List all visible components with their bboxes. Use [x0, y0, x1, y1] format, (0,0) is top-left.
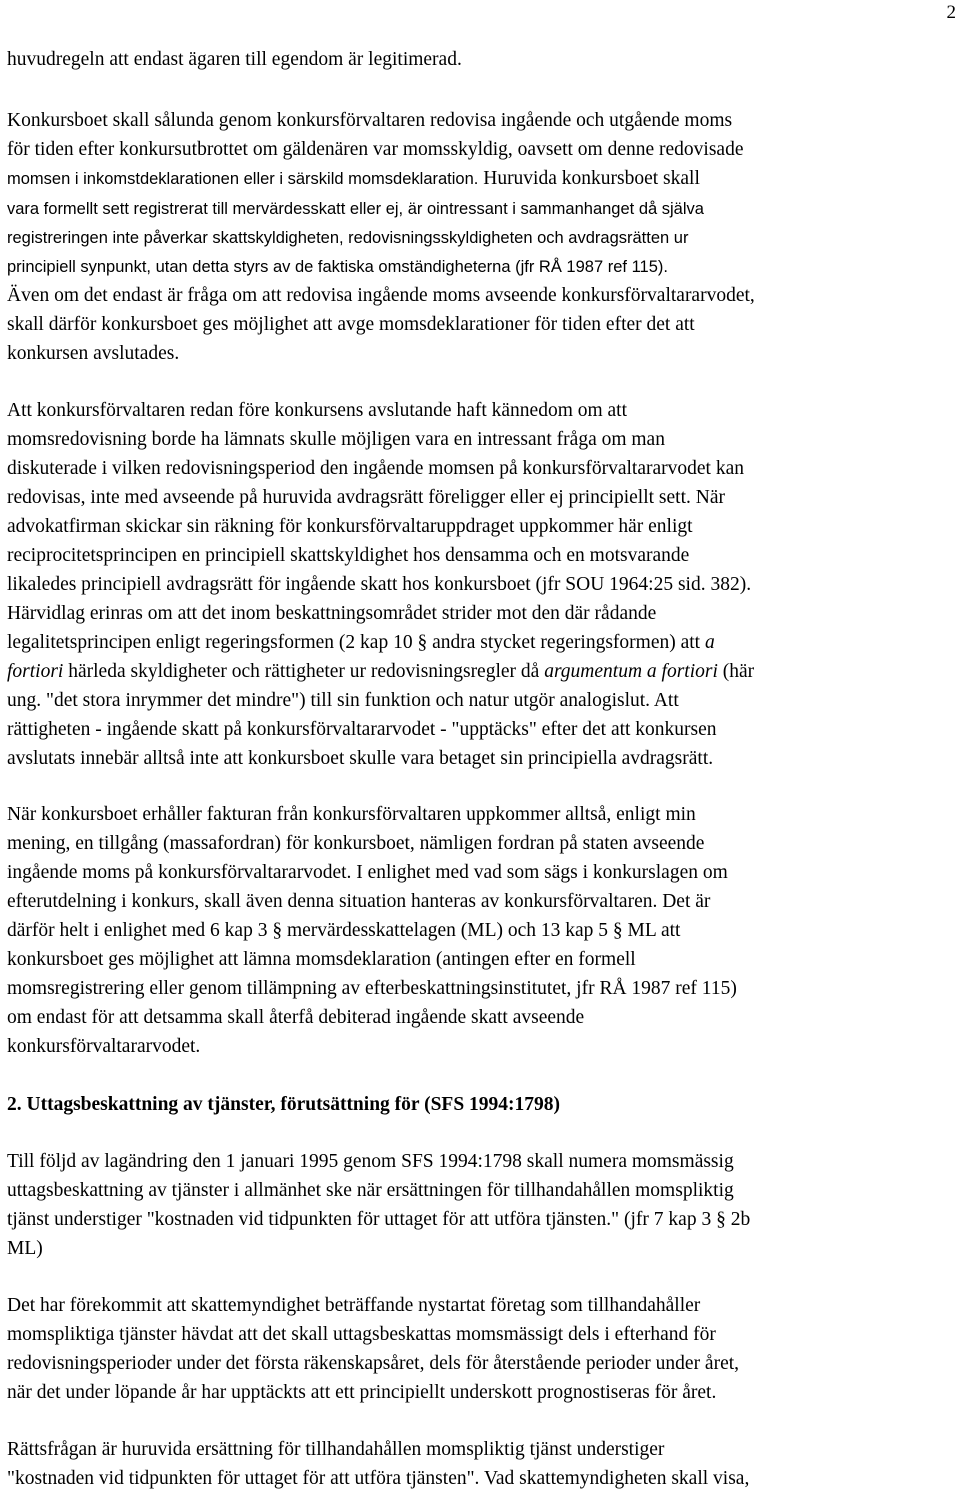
text-line [7, 661, 754, 683]
text-line: ML) [7, 1238, 43, 1259]
text-line: Att konkursförvaltaren redan före konkursens avslutande haft kännedom om att [7, 400, 628, 421]
text-line: när det under löpande år har upptäckts att ett principiellt underskott prognostiseras för året. [7, 1382, 717, 1403]
text-line: Härvidlag erinras om att det inom beskattningsområdet strider mot den där rådande [7, 603, 657, 624]
text-line: avslutats innebär alltså inte att konkursboet skulle vara betaget sin principiella avdragsrätt. [7, 748, 714, 769]
text-line: ung. "det stora inrymmer det mindre") till sin funktion och natur utgör analogislut. Att [7, 690, 679, 711]
text-line: reciprocitetsprincipen en principiell skattskyldighet hos densamma och en motsvarande [7, 545, 690, 566]
text-line: huvudregeln att endast ägaren till egendom är legitimerad. [7, 49, 462, 70]
section-heading: 2. Uttagsbeskattning av tjänster, förutsättning för (SFS 1994:1798) [7, 1094, 561, 1115]
italic-term: a [704, 632, 715, 653]
text-line: skall därför konkursboet ges möjlighet att avge momsdeklarationer för tiden efter det att [7, 314, 695, 335]
text-line: konkursboet ges möjlighet att lämna momsdeklaration (antingen efter en formell [7, 949, 636, 970]
text-line: mening, en tillgång (massafordran) för konkursboet, nämligen fordran på staten avseende [7, 833, 705, 854]
text-line: Även om det endast är fråga om att redovisa ingående moms avseende konkursförvaltararvodet, [7, 285, 755, 306]
text-line: momspliktiga tjänster hävdat att det skall uttagsbeskattas momsmässigt dels i efterhand för [7, 1324, 716, 1345]
text-line: konkursförvaltararvodet. [7, 1036, 201, 1057]
text-line: advokatfirman skickar sin räkning för konkursförvaltaruppdraget uppkommer här enligt [7, 516, 693, 537]
text-line: konkursen avslutades. [7, 343, 180, 364]
page-number: 2 [946, 2, 956, 23]
text-line: registreringen inte påverkar skattskyldigheten, redovisningsskyldigheten och avdragsrätten ur [7, 229, 689, 247]
text-line: momsredovisning borde ha lämnats skulle möjligen vara en intressant fråga om man [7, 429, 665, 450]
text-line: Till följd av lagändring den 1 januari 1995 genom SFS 1994:1798 skall numera momsmässig [7, 1151, 734, 1172]
text-line: redovisas, inte med avseende på huruvida avdragsrätt föreligger eller ej principiellt sett. När [7, 487, 725, 508]
text-line: "kostnaden vid tidpunkten för uttaget för att utföra tjänsten". Vad skattemyndigheten skall visa, [7, 1468, 750, 1489]
text-line: diskuterade i vilken redovisningsperiod den ingående momsen på konkursförvaltararvodet kan [7, 458, 745, 479]
text-line: Konkursboet skall sålunda genom konkursförvaltaren redovisa ingående och utgående moms [7, 110, 733, 131]
text-line [7, 168, 700, 190]
text-line: När konkursboet erhåller fakturan från konkursförvaltaren uppkommer alltså, enligt min [7, 804, 696, 825]
text-line: redovisningsperioder under det första räkenskapsåret, dels för återstående perioder under året, [7, 1353, 740, 1374]
text-line: för tiden efter konkursutbrottet om gäldenären var momsskyldig, oavsett om denne redovisade [7, 139, 744, 160]
text-line: uttagsbeskattning av tjänster i allmänhet ske när ersättningen för tillhandahållen momspliktig [7, 1180, 734, 1201]
text-line: om endast för att detsamma skall återfå debiterad ingående skatt avseende [7, 1007, 585, 1028]
text-line: likaledes principiell avdragsrätt för ingående skatt hos konkursboet (jfr SOU 1964:25 sid. 382). [7, 574, 752, 595]
text-fragment: momsen i inkomstdeklarationen eller i särskild momsdeklaration. [7, 170, 479, 188]
italic-term: argumentum a fortiori [544, 661, 718, 682]
text-fragment: Huruvida konkursboet skall [483, 168, 700, 189]
text-line: Rättsfrågan är huruvida ersättning för tillhandahållen momspliktig tjänst understiger [7, 1439, 665, 1460]
text-fragment: legalitetsprincipen enligt regeringsformen (2 kap 10 § andra stycket regeringsformen) att [7, 632, 705, 653]
text-line: Det har förekommit att skattemyndighet beträffande nystartat företag som tillhandahåller [7, 1295, 701, 1316]
text-fragment: (här [717, 661, 755, 682]
text-line: tjänst understiger "kostnaden vid tidpunkten för uttaget för att utföra tjänsten." (jfr 7 kap 3 § 2b [7, 1209, 751, 1230]
text-line: momsregistrering eller genom tillämpning av efterbeskattningsinstitutet, jfr RÅ 1987 ref 115) [7, 978, 737, 999]
text-fragment: härleda skyldigheter och rättigheter ur redovisningsregler då [63, 661, 545, 682]
text-line: principiell synpunkt, utan detta styrs av de faktiska omständigheterna (jfr RÅ 1987 ref 115). [7, 258, 668, 276]
text-line: ingående moms på konkursförvaltararvodet. I enlighet med vad som sägs i konkurslagen om [7, 862, 728, 883]
text-line: därför helt i enlighet med 6 kap 3 § mervärdesskattelagen (ML) och 13 kap 5 § ML att [7, 920, 681, 941]
text-line [7, 632, 715, 654]
italic-term: fortiori [7, 661, 64, 682]
text-line: rättigheten - ingående skatt på konkursförvaltararvodet - "upptäcks" efter det att konkursen [7, 719, 717, 740]
text-line: efterutdelning i konkurs, skall även denna situation hanteras av konkursförvaltaren. Det är [7, 891, 711, 912]
text-line: vara formellt sett registrerat till mervärdesskatt eller ej, är ointressant i sammanhanget då själva [7, 200, 704, 218]
